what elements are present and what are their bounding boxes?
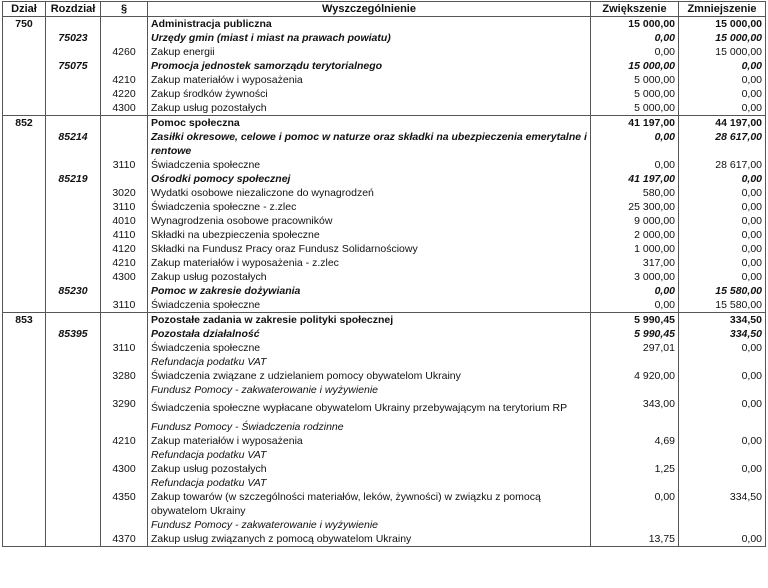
- cell-dzial: [3, 172, 46, 186]
- cell-dzial: 853: [3, 313, 46, 328]
- cell-zmniejszenie: 0,00: [679, 59, 766, 73]
- cell-paragraf: [101, 327, 148, 341]
- table-row: [3, 313, 766, 328]
- cell-dzial: [3, 490, 46, 532]
- cell-opis: Wynagrodzenia osobowe pracowników: [148, 214, 591, 228]
- cell-zwiekszenie: 297,01: [591, 341, 679, 369]
- cell-dzial: [3, 73, 46, 87]
- cell-rozdzial: 85395: [46, 327, 101, 341]
- cell-opis: Administracja publiczna: [148, 17, 591, 32]
- cell-paragraf: 3110: [101, 200, 148, 214]
- cell-paragraf: 4300: [101, 270, 148, 284]
- cell-paragraf: 3280: [101, 369, 148, 397]
- cell-opis: [148, 462, 591, 490]
- cell-zwiekszenie: 0,00: [591, 31, 679, 45]
- table-row: [3, 369, 766, 397]
- table-row: [3, 101, 766, 116]
- table-row: [3, 45, 766, 59]
- cell-rozdzial: [46, 462, 101, 490]
- cell-paragraf: [101, 284, 148, 298]
- funding-note: Fundusz Pomocy - Świadczenia rodzinne: [151, 421, 344, 433]
- cell-opis: Świadczenia społeczne - z.zlec: [148, 200, 591, 214]
- cell-dzial: [3, 45, 46, 59]
- cell-zmniejszenie: 0,00: [679, 434, 766, 462]
- cell-zwiekszenie: 1,25: [591, 462, 679, 490]
- cell-opis: Zakup usług pozostałych: [148, 270, 591, 284]
- cell-paragraf: 3290: [101, 397, 148, 434]
- cell-rozdzial: [46, 270, 101, 284]
- cell-opis: Świadczenia społeczne: [148, 158, 591, 172]
- cell-opis: Zakup materiałów i wyposażenia - z.zlec: [148, 256, 591, 270]
- cell-rozdzial: 85219: [46, 172, 101, 186]
- cell-dzial: [3, 532, 46, 547]
- opis-text: Świadczenia społeczne wypłacane obywatelom Ukrainy przebywającym na terytorium RP: [151, 402, 568, 414]
- cell-zwiekszenie: 5 990,45: [591, 327, 679, 341]
- cell-zwiekszenie: 0,00: [591, 284, 679, 298]
- cell-dzial: [3, 256, 46, 270]
- cell-opis: [148, 341, 591, 369]
- cell-rozdzial: [46, 186, 101, 200]
- cell-rozdzial: [46, 313, 101, 328]
- cell-paragraf: [101, 116, 148, 131]
- cell-zwiekszenie: 13,75: [591, 532, 679, 547]
- table-row: [3, 341, 766, 369]
- cell-zwiekszenie: 5 000,00: [591, 87, 679, 101]
- cell-zwiekszenie: 0,00: [591, 298, 679, 313]
- cell-paragraf: 3110: [101, 341, 148, 369]
- table-row: [3, 87, 766, 101]
- cell-zwiekszenie: 0,00: [591, 130, 679, 158]
- funding-note: Refundacja podatku VAT: [151, 477, 267, 489]
- table-row: [3, 270, 766, 284]
- table-row: [3, 172, 766, 186]
- funding-note: Fundusz Pomocy - zakwaterowanie i wyżywienie: [151, 519, 379, 531]
- cell-paragraf: [101, 17, 148, 32]
- table-row: [3, 17, 766, 32]
- table-row: [3, 242, 766, 256]
- table-row: [3, 200, 766, 214]
- cell-zmniejszenie: 0,00: [679, 87, 766, 101]
- cell-zwiekszenie: 5 000,00: [591, 73, 679, 87]
- cell-zmniejszenie: 0,00: [679, 186, 766, 200]
- cell-zwiekszenie: 0,00: [591, 490, 679, 532]
- table-row: [3, 298, 766, 313]
- cell-zwiekszenie: 41 197,00: [591, 172, 679, 186]
- cell-opis: [148, 369, 591, 397]
- cell-rozdzial: [46, 200, 101, 214]
- cell-paragraf: 4220: [101, 87, 148, 101]
- cell-zwiekszenie: 1 000,00: [591, 242, 679, 256]
- cell-paragraf: 3110: [101, 298, 148, 313]
- cell-opis: Świadczenia społeczne: [148, 298, 591, 313]
- cell-zmniejszenie: 15 000,00: [679, 17, 766, 32]
- cell-opis: Urzędy gmin (miast i miast na prawach powiatu): [148, 31, 591, 45]
- cell-paragraf: 3110: [101, 158, 148, 172]
- funding-note: Refundacja podatku VAT: [151, 356, 267, 368]
- cell-paragraf: [101, 130, 148, 158]
- cell-paragraf: 3020: [101, 186, 148, 200]
- table-row: [3, 397, 766, 434]
- cell-zmniejszenie: 0,00: [679, 397, 766, 434]
- table-row: [3, 434, 766, 462]
- cell-paragraf: 4370: [101, 532, 148, 547]
- cell-zmniejszenie: 0,00: [679, 228, 766, 242]
- opis-text: Zakup usług pozostałych: [151, 463, 267, 475]
- cell-rozdzial: 75075: [46, 59, 101, 73]
- table-row: [3, 532, 766, 547]
- cell-rozdzial: [46, 73, 101, 87]
- funding-note: Refundacja podatku VAT: [151, 449, 267, 461]
- cell-zmniejszenie: 0,00: [679, 101, 766, 116]
- cell-rozdzial: 85214: [46, 130, 101, 158]
- cell-paragraf: 4210: [101, 73, 148, 87]
- cell-rozdzial: [46, 214, 101, 228]
- cell-dzial: [3, 186, 46, 200]
- cell-paragraf: 4120: [101, 242, 148, 256]
- cell-paragraf: 4210: [101, 434, 148, 462]
- cell-rozdzial: [46, 45, 101, 59]
- cell-zmniejszenie: 15 580,00: [679, 284, 766, 298]
- cell-zwiekszenie: 4 920,00: [591, 369, 679, 397]
- table-row: [3, 59, 766, 73]
- cell-zwiekszenie: 41 197,00: [591, 116, 679, 131]
- header-rozdzial: Rozdział: [46, 2, 101, 17]
- opis-text: Świadczenia związane z udzielaniem pomocy obywatelom Ukrainy: [151, 370, 461, 382]
- cell-paragraf: [101, 59, 148, 73]
- cell-zmniejszenie: 0,00: [679, 462, 766, 490]
- cell-dzial: [3, 341, 46, 369]
- cell-opis: Pozostała działalność: [148, 327, 591, 341]
- cell-rozdzial: 85230: [46, 284, 101, 298]
- table-row: [3, 186, 766, 200]
- cell-dzial: [3, 101, 46, 116]
- cell-zmniejszenie: 44 197,00: [679, 116, 766, 131]
- header-paragraf: §: [101, 2, 148, 17]
- cell-zwiekszenie: 5 990,45: [591, 313, 679, 328]
- table-row: [3, 490, 766, 532]
- cell-paragraf: 4300: [101, 462, 148, 490]
- cell-opis: Składki na ubezpieczenia społeczne: [148, 228, 591, 242]
- cell-rozdzial: [46, 490, 101, 532]
- header-zmniejszenie: Zmniejszenie: [679, 2, 766, 17]
- cell-opis: [148, 397, 591, 434]
- cell-paragraf: 4260: [101, 45, 148, 59]
- cell-zmniejszenie: 0,00: [679, 369, 766, 397]
- table-row: [3, 284, 766, 298]
- table-row: [3, 214, 766, 228]
- cell-zmniejszenie: 334,50: [679, 313, 766, 328]
- cell-paragraf: 4010: [101, 214, 148, 228]
- cell-opis: Zakup usług pozostałych: [148, 101, 591, 116]
- cell-paragraf: 4350: [101, 490, 148, 532]
- cell-zwiekszenie: 2 000,00: [591, 228, 679, 242]
- cell-rozdzial: [46, 397, 101, 434]
- cell-zmniejszenie: 0,00: [679, 214, 766, 228]
- cell-zmniejszenie: 15 000,00: [679, 45, 766, 59]
- header-zwiekszenie: Zwiększenie: [591, 2, 679, 17]
- cell-opis: Ośrodki pomocy społecznej: [148, 172, 591, 186]
- cell-opis: Składki na Fundusz Pracy oraz Fundusz Solidarnościowy: [148, 242, 591, 256]
- cell-opis: Zasiłki okresowe, celowe i pomoc w naturze oraz składki na ubezpieczenia emerytalne i rentowe: [148, 130, 591, 158]
- table-row: [3, 31, 766, 45]
- cell-rozdzial: [46, 242, 101, 256]
- cell-dzial: [3, 59, 46, 73]
- cell-dzial: [3, 462, 46, 490]
- cell-dzial: [3, 369, 46, 397]
- cell-dzial: [3, 158, 46, 172]
- opis-text: Zakup towarów (w szczególności materiałów, leków, żywności) w związku z pomocą obywatelom Ukrainy: [151, 491, 541, 517]
- cell-zmniejszenie: 334,50: [679, 327, 766, 341]
- cell-dzial: 852: [3, 116, 46, 131]
- cell-rozdzial: [46, 101, 101, 116]
- cell-opis: [148, 490, 591, 532]
- table-row: [3, 73, 766, 87]
- cell-zmniejszenie: 15 000,00: [679, 31, 766, 45]
- cell-zwiekszenie: 343,00: [591, 397, 679, 434]
- cell-rozdzial: [46, 532, 101, 547]
- cell-zwiekszenie: 15 000,00: [591, 17, 679, 32]
- cell-paragraf: [101, 31, 148, 45]
- cell-zwiekszenie: 25 300,00: [591, 200, 679, 214]
- table-row: [3, 228, 766, 242]
- cell-rozdzial: [46, 228, 101, 242]
- cell-zwiekszenie: 9 000,00: [591, 214, 679, 228]
- cell-zmniejszenie: 0,00: [679, 172, 766, 186]
- table-row: [3, 130, 766, 158]
- cell-rozdzial: [46, 341, 101, 369]
- cell-opis: Pomoc społeczna: [148, 116, 591, 131]
- cell-rozdzial: [46, 87, 101, 101]
- cell-rozdzial: [46, 158, 101, 172]
- cell-paragraf: [101, 172, 148, 186]
- table-row: [3, 158, 766, 172]
- cell-dzial: [3, 228, 46, 242]
- cell-opis: Zakup energii: [148, 45, 591, 59]
- cell-zmniejszenie: 0,00: [679, 256, 766, 270]
- cell-rozdzial: [46, 434, 101, 462]
- cell-paragraf: 4300: [101, 101, 148, 116]
- cell-zwiekszenie: 0,00: [591, 45, 679, 59]
- cell-dzial: [3, 284, 46, 298]
- cell-zmniejszenie: 0,00: [679, 73, 766, 87]
- budget-changes-table: [2, 1, 766, 547]
- cell-dzial: [3, 298, 46, 313]
- cell-zwiekszenie: 0,00: [591, 158, 679, 172]
- cell-dzial: [3, 327, 46, 341]
- cell-zmniejszenie: 15 580,00: [679, 298, 766, 313]
- funding-note: Fundusz Pomocy - zakwaterowanie i wyżywienie: [151, 384, 379, 396]
- opis-text: Zakup materiałów i wyposażenia: [151, 435, 303, 447]
- cell-zwiekszenie: 15 000,00: [591, 59, 679, 73]
- cell-dzial: [3, 31, 46, 45]
- cell-zmniejszenie: 28 617,00: [679, 130, 766, 158]
- cell-rozdzial: 75023: [46, 31, 101, 45]
- cell-dzial: [3, 270, 46, 284]
- opis-text: Świadczenia społeczne: [151, 342, 261, 354]
- cell-dzial: [3, 87, 46, 101]
- cell-opis: Wydatki osobowe niezaliczone do wynagrodzeń: [148, 186, 591, 200]
- cell-dzial: [3, 397, 46, 434]
- cell-opis: Zakup usług związanych z pomocą obywatelom Ukrainy: [148, 532, 591, 547]
- cell-zwiekszenie: 580,00: [591, 186, 679, 200]
- cell-dzial: [3, 214, 46, 228]
- cell-rozdzial: [46, 256, 101, 270]
- cell-zmniejszenie: 334,50: [679, 490, 766, 532]
- cell-zmniejszenie: 28 617,00: [679, 158, 766, 172]
- cell-dzial: [3, 130, 46, 158]
- cell-opis: Zakup materiałów i wyposażenia: [148, 73, 591, 87]
- cell-opis: Promocja jednostek samorządu terytorialnego: [148, 59, 591, 73]
- cell-dzial: [3, 200, 46, 214]
- cell-opis: Pomoc w zakresie dożywiania: [148, 284, 591, 298]
- cell-dzial: [3, 434, 46, 462]
- cell-paragraf: 4110: [101, 228, 148, 242]
- cell-zmniejszenie: 0,00: [679, 270, 766, 284]
- cell-opis: Pozostałe zadania w zakresie polityki społecznej: [148, 313, 591, 328]
- cell-dzial: 750: [3, 17, 46, 32]
- cell-rozdzial: [46, 369, 101, 397]
- cell-dzial: [3, 242, 46, 256]
- cell-opis: [148, 434, 591, 462]
- cell-rozdzial: [46, 116, 101, 131]
- cell-rozdzial: [46, 17, 101, 32]
- cell-zwiekszenie: 3 000,00: [591, 270, 679, 284]
- cell-opis: Zakup środków żywności: [148, 87, 591, 101]
- cell-zmniejszenie: 0,00: [679, 341, 766, 369]
- table-row: [3, 327, 766, 341]
- cell-zwiekszenie: 5 000,00: [591, 101, 679, 116]
- header-dzial: Dział: [3, 2, 46, 17]
- cell-zwiekszenie: 317,00: [591, 256, 679, 270]
- cell-paragraf: 4210: [101, 256, 148, 270]
- cell-zmniejszenie: 0,00: [679, 532, 766, 547]
- cell-zmniejszenie: 0,00: [679, 200, 766, 214]
- cell-zmniejszenie: 0,00: [679, 242, 766, 256]
- table-row: [3, 256, 766, 270]
- cell-paragraf: [101, 313, 148, 328]
- header-wyszczegolnienie: Wyszczególnienie: [148, 2, 591, 17]
- table-header-row: [3, 2, 766, 17]
- table-row: [3, 462, 766, 490]
- table-row: [3, 116, 766, 131]
- cell-rozdzial: [46, 298, 101, 313]
- cell-zwiekszenie: 4,69: [591, 434, 679, 462]
